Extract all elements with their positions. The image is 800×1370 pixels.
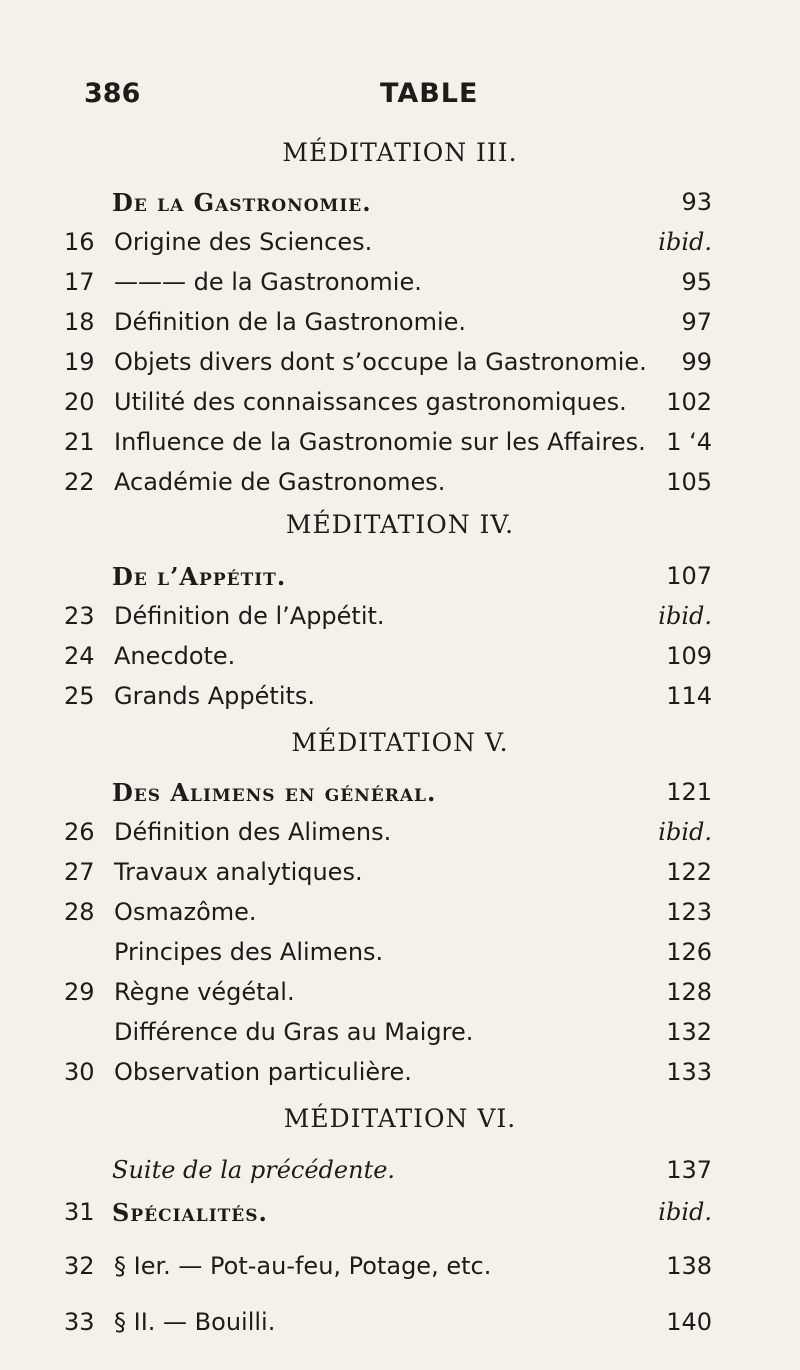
- entry-label: Grands Appétits.: [114, 682, 316, 710]
- toc-entry: [0, 602, 800, 642]
- entry-number: 17: [64, 268, 95, 296]
- meditation-title: MÉDITATION IV.: [285, 510, 515, 539]
- meditation-title: MÉDITATION VI.: [283, 1104, 517, 1133]
- page-ref: 97: [681, 308, 712, 336]
- entry-number: 33: [64, 1308, 95, 1336]
- entry-label: Influence de la Gastronomie sur les Affaires.: [114, 428, 646, 456]
- entry-label: Travaux analytiques.: [114, 858, 363, 886]
- entry-label: Origine des Sciences.: [114, 228, 373, 256]
- entry-label: Principes des Alimens.: [114, 938, 384, 966]
- running-head: [0, 78, 800, 118]
- toc-entry: [0, 228, 800, 268]
- page-ref: 122: [666, 858, 712, 886]
- entry-number: 27: [64, 858, 95, 886]
- page-ref: ibid.: [658, 602, 712, 630]
- entry-label: Spécialités.: [112, 1198, 268, 1227]
- chapter-label: De l’Appétit.: [112, 562, 287, 591]
- page-ref: ibid.: [658, 1198, 712, 1226]
- entry-label: Anecdote.: [114, 642, 236, 670]
- toc-entry: [0, 1198, 800, 1238]
- toc-entry: [0, 1252, 800, 1292]
- page-ref: 114: [666, 682, 712, 710]
- page-number: 386: [84, 78, 141, 109]
- entry-label: ——— de la Gastronomie.: [114, 268, 422, 296]
- entry-number: 28: [64, 898, 95, 926]
- toc-entry: [0, 468, 800, 508]
- chapter-row: [0, 778, 800, 818]
- entry-number: 31: [64, 1198, 95, 1226]
- entry-number: 32: [64, 1252, 95, 1280]
- entry-label: Différence du Gras au Maigre.: [114, 1018, 474, 1046]
- toc-entry: [0, 268, 800, 308]
- page-ref: 95: [681, 268, 712, 296]
- running-title: TABLE: [380, 78, 479, 109]
- page-ref: 121: [666, 778, 712, 806]
- page-ref: 137: [666, 1156, 712, 1184]
- entry-number: 18: [64, 308, 95, 336]
- page-ref: 132: [666, 1018, 712, 1046]
- entry-number: 19: [64, 348, 95, 376]
- page-ref: 109: [666, 642, 712, 670]
- entry-label: Observation particulière.: [114, 1058, 412, 1086]
- entry-number: 26: [64, 818, 95, 846]
- entry-label: Définition de la Gastronomie.: [114, 308, 467, 336]
- entry-number: 30: [64, 1058, 95, 1086]
- page-ref: 123: [666, 898, 712, 926]
- page-ref: 128: [666, 978, 712, 1006]
- meditation-title: MÉDITATION V.: [291, 728, 509, 757]
- chapter-label: De la Gastronomie.: [112, 188, 372, 217]
- toc-entry: [0, 938, 800, 978]
- page-ref: 126: [666, 938, 712, 966]
- entry-number: 21: [64, 428, 95, 456]
- toc-entry: [0, 1018, 800, 1058]
- chapter-label: Des Alimens en général.: [112, 778, 437, 807]
- toc-entry: [0, 978, 800, 1018]
- toc-entry: [0, 1308, 800, 1348]
- toc-entry: [0, 1058, 800, 1098]
- page-ref: 93: [681, 188, 712, 216]
- toc-entry: [0, 428, 800, 468]
- page-ref: 133: [666, 1058, 712, 1086]
- toc-entry: [0, 682, 800, 722]
- entry-number: 16: [64, 228, 95, 256]
- meditation-title: MÉDITATION III.: [282, 138, 518, 167]
- toc-entry: [0, 388, 800, 428]
- toc-entry: [0, 818, 800, 858]
- entry-number: 20: [64, 388, 95, 416]
- entry-label: § Ier. — Pot-au-feu, Potage, etc.: [114, 1252, 492, 1280]
- entry-label: Utilité des connaissances gastronomiques.: [114, 388, 627, 416]
- entry-number: 23: [64, 602, 95, 630]
- entry-number: 24: [64, 642, 95, 670]
- toc-entry: [0, 858, 800, 898]
- page-ref: 107: [666, 562, 712, 590]
- entry-label: Définition des Alimens.: [114, 818, 392, 846]
- chapter-row: [0, 188, 800, 228]
- page-ref: 102: [666, 388, 712, 416]
- entry-label: Osmazôme.: [114, 898, 257, 926]
- page-ref: 99: [681, 348, 712, 376]
- page-ref: ibid.: [658, 228, 712, 256]
- toc-entry: [0, 308, 800, 348]
- chapter-row: [0, 562, 800, 602]
- entry-number: 25: [64, 682, 95, 710]
- entry-number: 22: [64, 468, 95, 496]
- entry-number: 29: [64, 978, 95, 1006]
- chapter-row: [0, 1156, 800, 1196]
- entry-label: Académie de Gastronomes.: [114, 468, 446, 496]
- page-ref: 1 ‘4: [666, 428, 712, 456]
- entry-label: Règne végétal.: [114, 978, 295, 1006]
- page-ref: ibid.: [658, 818, 712, 846]
- toc-entry: [0, 642, 800, 682]
- entry-label: Objets divers dont s’occupe la Gastronomie.: [114, 348, 647, 376]
- page-ref: 105: [666, 468, 712, 496]
- entry-label: Définition de l’Appétit.: [114, 602, 385, 630]
- toc-entry: [0, 348, 800, 388]
- toc-entry: [0, 898, 800, 938]
- entry-label: § II. — Bouilli.: [114, 1308, 276, 1336]
- page-ref: 138: [666, 1252, 712, 1280]
- chapter-label: Suite de la précédente.: [112, 1156, 396, 1184]
- page-ref: 140: [666, 1308, 712, 1336]
